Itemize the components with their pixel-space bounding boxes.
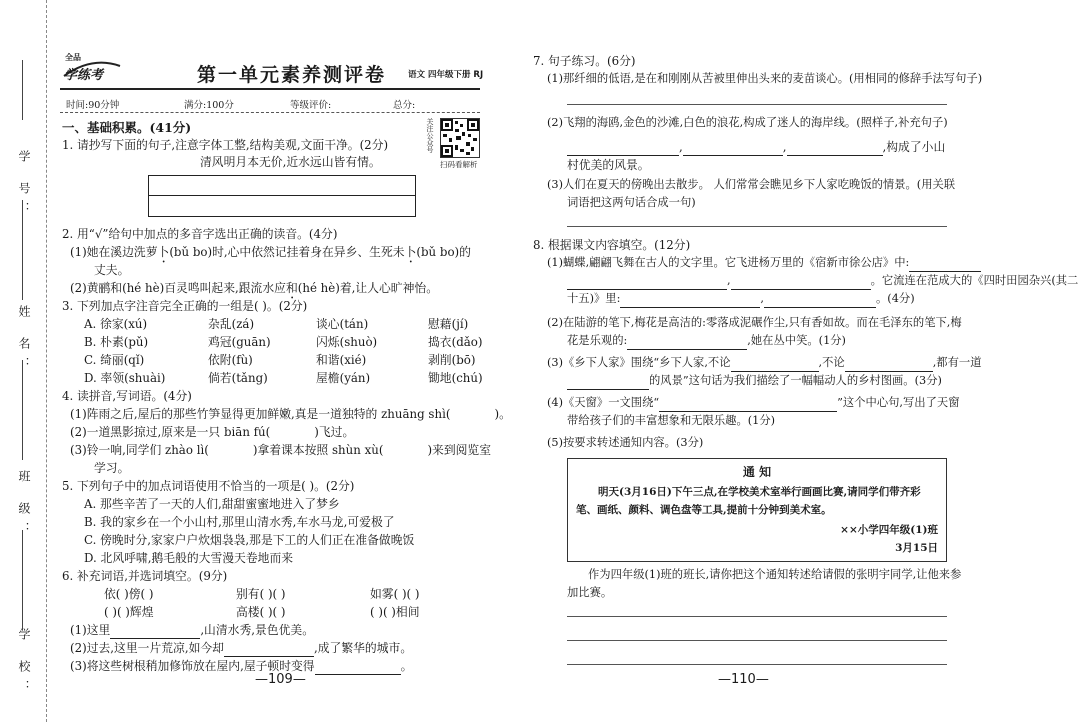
qr-caption-follow: 关注公众号	[426, 118, 434, 153]
answer-line[interactable]	[567, 616, 947, 617]
question-4-2: (2)一道黑影掠过,原来是一只 biān fú( )飞过。	[70, 425, 355, 439]
word-blank-6: ( )( )相间	[370, 605, 420, 619]
fill-blank[interactable]	[627, 335, 747, 350]
question-8-2: (2)在陆游的笔下,梅花是高洁的:零落成泥碾作尘,只有香如故。而在毛泽东的笔下,梅	[547, 316, 962, 329]
notice-title: 通 知	[742, 465, 772, 479]
fill-blank[interactable]	[683, 141, 783, 156]
question-7-1: (1)那纤细的低语,是在和刚刚从苦被里伸出头来的麦苗谈心。(用相同的修辞手法写句子)	[547, 72, 983, 85]
fill-blank[interactable]	[620, 293, 760, 308]
question-4: 4. 读拼音,写词语。(4分)	[62, 389, 192, 403]
question-4-3-cont: 学习。	[94, 461, 130, 475]
question-6-2: (2)过去,这里一片荒凉,如今却 ,成了繁华的城市。	[70, 641, 413, 655]
question-3: 3. 下列加点字注音完全正确的一组是( )。(2分)	[62, 299, 308, 313]
header-rule	[60, 112, 480, 113]
student-id-label: 学 号：	[17, 150, 31, 222]
class-label: 班 级：	[17, 470, 31, 542]
total-label: 总分:	[393, 100, 416, 111]
question-5-c: C. 傍晚时分,家家户户炊烟袅袅,那是下工的人们正在准备做晚饭	[84, 533, 415, 547]
question-8-1-line2: , 。它流连在范成大的《四时田园杂兴(其二	[567, 272, 1078, 290]
question-6: 6. 补充词语,并选词填空。(9分)	[62, 569, 228, 583]
binding-strip-line	[46, 0, 47, 722]
section-heading-1: 一、基础积累。(41分)	[62, 120, 192, 135]
fill-blank[interactable]	[787, 141, 883, 156]
strip-divider	[22, 570, 23, 630]
question-8-2-cont: 花是乐观的: ,她在丛中笑。(1分)	[567, 332, 846, 350]
notice-box	[567, 458, 947, 562]
question-2-1: (1)她在溪边洗萝卜(bǔ bo)时,心中依然记挂着身在异乡、生死未卜(bǔ bo)的	[70, 245, 471, 259]
full-score-label: 满分:100分	[184, 100, 234, 111]
notice-body-line1: 明天(3月16日)下午三点,在学校美术室举行画画比赛,请同学们带齐彩	[598, 486, 921, 498]
question-5-d: D. 北风呼啸,鹅毛般的大雪漫天卷地而来	[84, 551, 294, 565]
fill-blank[interactable]	[567, 275, 727, 290]
school-label: 学 校：	[17, 628, 31, 700]
strip-divider	[22, 240, 23, 300]
copy-writing-box[interactable]	[148, 175, 416, 217]
question-7-3: (3)人们在夏天的傍晚出去散步。 人们常常会瞧见乡下人家吃晚饭的情景。(用关联	[547, 178, 956, 191]
time-label: 时间:90分钟	[66, 100, 120, 111]
question-1-sentence: 清风明月本无价,近水远山皆有情。	[200, 155, 381, 169]
question-5: 5. 下列句子中的加点词语使用不恰当的一项是( )。(2分)	[62, 479, 355, 493]
word-blank-4: ( )( )辉煌	[104, 605, 154, 619]
fill-blank[interactable]	[315, 660, 401, 675]
answer-line[interactable]	[567, 104, 947, 105]
qr-code[interactable]	[440, 118, 480, 158]
question-8-1: (1)蝴蝶,翩翩飞舞在古人的文字里。它飞进杨万里的《宿新市徐公店》中:	[547, 254, 981, 272]
question-1: 1. 请抄写下面的句子,注意字体工整,结构美观,文面干净。(2分)	[62, 138, 389, 152]
fill-blank[interactable]	[567, 141, 679, 156]
fill-blank[interactable]	[110, 624, 200, 639]
subject-meta: 语文 四年级下册 RJ	[408, 70, 484, 80]
strip-divider	[22, 400, 23, 460]
question-8-5: (5)按要求转述通知内容。(3分)	[547, 436, 704, 449]
fill-blank[interactable]	[764, 293, 876, 308]
grade-label: 等级评价:	[290, 100, 332, 111]
question-7: 7. 句子练习。(6分)	[533, 54, 636, 68]
word-blank-1: 依( )傍( )	[104, 587, 154, 601]
question-5-b: B. 我的家乡在一个小山村,那里山清水秀,车水马龙,可爱极了	[84, 515, 395, 529]
header-rule	[60, 88, 480, 90]
word-blank-2: 别有( )( )	[236, 587, 286, 601]
notice-signature: ××小学四年级(1)班	[840, 524, 938, 536]
page-number-left: —109—	[255, 672, 306, 687]
name-label: 姓 名：	[17, 305, 31, 377]
fill-blank[interactable]	[731, 357, 819, 372]
question-8-5-task: 作为四年级(1)班的班长,请你把这个通知转述给请假的张明宇同学,让他来参	[588, 568, 962, 581]
question-4-1: (1)阵雨之后,屋后的那些竹笋显得更加鲜嫩,真是一道独特的 zhuāng shì( )。	[70, 407, 511, 421]
logo-top-text: 全品	[65, 53, 81, 62]
question-7-2-fill: , , ,构成了小山	[567, 138, 945, 156]
fill-blank[interactable]	[845, 357, 933, 372]
fill-blank[interactable]	[909, 257, 981, 272]
question-8-3-cont: 的风景”这句话为我们描绘了一幅幅动人的乡村图画。(3分)	[567, 372, 942, 390]
question-7-2-cont: 村优美的风景。	[567, 158, 650, 172]
word-blank-3: 如雾( )( )	[370, 587, 420, 601]
question-8: 8. 根据课文内容填空。(12分)	[533, 238, 691, 252]
question-2-1-cont: 丈夫。	[94, 263, 130, 277]
question-8-4-cont: 带给孩子们的丰富想象和无限乐趣。(1分)	[567, 414, 776, 427]
answer-line[interactable]	[567, 640, 947, 641]
logo-main-text: 学练考	[64, 68, 104, 83]
qr-caption-scan: 扫码看解析	[440, 160, 478, 169]
word-blank-5: 高楼( )( )	[236, 605, 286, 619]
question-8-4: (4)《天窗》一文围绕“ ”这个中心句,写出了天窗	[547, 394, 960, 412]
notice-body-line2: 笔、画纸、颜料、调色盘等工具,提前十分钟到美术室。	[576, 504, 832, 516]
question-6-3: (3)将这些树根稍加修饰放在屋内,屋子顿时变得 。	[70, 659, 413, 673]
question-6-1: (1)这里 ,山清水秀,景色优美。	[70, 623, 314, 637]
fill-blank[interactable]	[659, 397, 837, 412]
question-8-1-line3: 十五)》里: , 。(4分)	[567, 290, 915, 308]
fill-blank[interactable]	[731, 275, 871, 290]
question-4-3: (3)铃一响,同学们 zhào lì( )拿着课本按照 shùn xù( )来到阅览室	[70, 443, 492, 457]
strip-divider	[22, 60, 23, 120]
page-number-right: —110—	[718, 672, 769, 687]
brand-logo	[62, 52, 122, 84]
question-2-2: (2)黄鹂和(hé hè)百灵鸣叫起来,跟流水应和(hé hè)着,让人心旷神怡。	[70, 281, 438, 295]
question-7-2: (2)飞翔的海鸥,金色的沙滩,白色的浪花,构成了迷人的海岸线。(照样子,补充句子)	[547, 116, 948, 129]
writing-box-divider	[149, 195, 415, 196]
answer-line[interactable]	[567, 664, 947, 665]
fill-blank[interactable]	[567, 375, 649, 390]
answer-line[interactable]	[567, 226, 947, 227]
question-8-3: (3)《乡下人家》围绕“乡下人家,不论 ,不论 ,都有一道	[547, 354, 982, 372]
question-8-5-task-cont: 加比赛。	[567, 586, 613, 599]
question-7-3-cont: 词语把这两句话合成一句)	[567, 196, 696, 209]
question-5-a: A. 那些辛苦了一天的人们,甜甜蜜蜜地进入了梦乡	[84, 497, 340, 511]
page-title: 第一单元素养测评卷	[197, 64, 387, 86]
fill-blank[interactable]	[224, 642, 314, 657]
notice-date: 3月15日	[895, 542, 938, 554]
question-2: 2. 用“√”给句中加点的多音字选出正确的读音。(4分)	[62, 227, 338, 241]
